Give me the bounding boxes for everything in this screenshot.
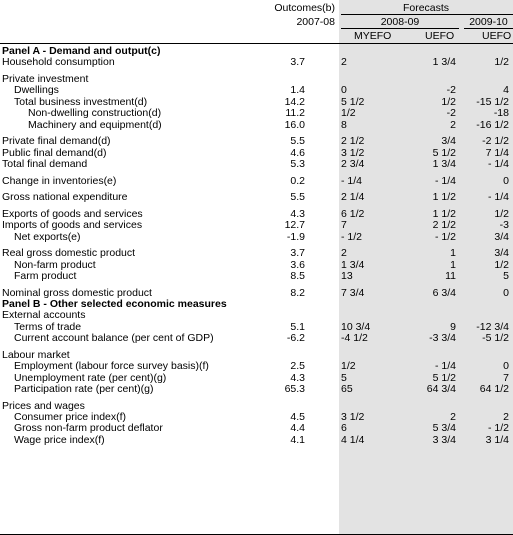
- value-2007-08: 5.1: [290, 320, 305, 333]
- table-row: [0, 360, 513, 372]
- value-2009-10-uefo: -15 1/2: [476, 95, 509, 108]
- row-label: Total final demand: [2, 158, 88, 170]
- table-row: [0, 259, 513, 271]
- row-label: Change in inventories(e): [2, 174, 117, 187]
- value-2008-09-myefo: 6 1/2: [341, 207, 365, 220]
- table-row: [0, 158, 513, 170]
- value-2009-10-uefo: - 1/4: [487, 158, 509, 170]
- value-2007-08: 65.3: [284, 383, 305, 395]
- row-label: Terms of trade: [14, 320, 82, 333]
- value-2009-10-uefo: -18: [493, 107, 509, 120]
- value-2009-10-uefo: 0: [503, 174, 509, 187]
- value-2008-09-myefo: 10 3/4: [341, 320, 371, 333]
- row-label: Exports of goods and services: [2, 207, 143, 220]
- value-2008-09-uefo: -2: [446, 84, 456, 97]
- value-2008-09-myefo: 5 1/2: [341, 95, 365, 108]
- row-label: Machinery and equipment(d): [28, 118, 162, 131]
- table-row: [0, 175, 513, 187]
- value-2008-09-myefo: 65: [341, 383, 353, 395]
- panel-heading: [0, 45, 513, 57]
- value-2007-08: 1.4: [290, 84, 305, 97]
- value-2009-10-uefo: 3/4: [494, 230, 509, 243]
- value-2009-10-uefo: -2 1/2: [482, 135, 509, 148]
- value-2008-09-uefo: 2: [450, 118, 456, 131]
- value-2007-08: 4.5: [290, 411, 305, 423]
- value-2008-09-uefo: -3 3/4: [429, 332, 456, 345]
- value-2009-10-uefo: - 1/2: [487, 422, 509, 435]
- value-2008-09-myefo: 1 3/4: [341, 258, 365, 271]
- row-label: Non-farm product: [14, 258, 96, 271]
- value-2008-09-myefo: 13: [341, 270, 353, 282]
- value-2008-09-uefo: 3 3/4: [432, 433, 456, 446]
- value-2007-08: 3.7: [290, 247, 305, 260]
- value-2008-09-myefo: - 1/4: [341, 174, 363, 187]
- value-2008-09-uefo: - 1/4: [434, 174, 456, 187]
- row-label: Gross national expenditure: [2, 191, 128, 204]
- table-row: [0, 411, 513, 423]
- value-2007-08: 12.7: [284, 219, 305, 232]
- value-2007-08: 3.7: [290, 56, 305, 69]
- value-2008-09-myefo: 5: [341, 371, 347, 384]
- header-forecasts: Forecasts: [402, 2, 450, 14]
- value-2007-08: 4.3: [290, 207, 305, 220]
- value-2008-09-uefo: 1 1/2: [432, 191, 456, 204]
- value-2008-09-uefo: 5 1/2: [432, 146, 456, 159]
- table-row: [0, 287, 513, 299]
- value-2007-08: 4.3: [290, 371, 305, 384]
- value-2009-10-uefo: -12 3/4: [476, 320, 509, 333]
- row-label: Employment (labour force survey basis)(f): [14, 360, 209, 373]
- row-label: Current account balance (per cent of GDP): [14, 332, 214, 345]
- table-row: [0, 107, 513, 119]
- value-2008-09-myefo: 1/2: [341, 360, 356, 373]
- table-row: [0, 247, 513, 259]
- value-2009-10-uefo: 0: [503, 286, 509, 299]
- row-label: Farm product: [14, 270, 77, 282]
- year-2008-09-rule: [341, 28, 459, 29]
- value-2008-09-myefo: - 1/2: [341, 230, 363, 243]
- table-row: [0, 219, 513, 231]
- section-heading-label: Labour market: [2, 348, 70, 361]
- value-2007-08: 4.1: [290, 433, 305, 446]
- value-2007-08: 14.2: [284, 95, 305, 108]
- value-2007-08: 5.3: [290, 158, 305, 170]
- value-2007-08: 5.5: [290, 191, 305, 204]
- value-2008-09-uefo: - 1/4: [434, 360, 456, 373]
- value-2008-09-uefo: - 1/2: [434, 230, 456, 243]
- value-2007-08: 3.6: [290, 258, 305, 271]
- row-label: Nominal gross domestic product: [2, 286, 152, 299]
- value-2008-09-myefo: 7 3/4: [341, 286, 365, 299]
- value-2008-09-uefo: 5 1/2: [432, 371, 456, 384]
- value-2009-10-uefo: 1/2: [494, 207, 509, 220]
- value-2008-09-myefo: 7: [341, 219, 347, 232]
- table-row: [0, 96, 513, 108]
- section-heading-label: External accounts: [2, 309, 86, 322]
- value-2008-09-uefo: -2: [446, 107, 456, 120]
- value-2007-08: 8.5: [290, 270, 305, 282]
- value-2008-09-uefo: 3/4: [441, 135, 456, 148]
- value-2008-09-uefo: 5 3/4: [432, 422, 456, 435]
- value-2009-10-uefo: 64 1/2: [479, 383, 509, 395]
- value-2009-10-uefo: 1/2: [494, 258, 509, 271]
- header-myefo: MYEFO: [354, 30, 392, 42]
- value-2009-10-uefo: 1/2: [494, 56, 509, 69]
- value-2009-10-uefo: -5 1/2: [482, 332, 509, 345]
- row-label: Private final demand(d): [2, 135, 111, 148]
- panel-heading-label: Panel B - Other selected economic measures: [2, 298, 227, 310]
- table-row: [0, 191, 513, 203]
- section-heading: [0, 309, 513, 321]
- table-row: [0, 270, 513, 282]
- value-2008-09-myefo: 8: [341, 118, 347, 131]
- table-row: [0, 434, 513, 446]
- value-2007-08: 4.6: [290, 146, 305, 159]
- value-2007-08: 11.2: [285, 107, 305, 120]
- value-2007-08: 5.5: [290, 135, 305, 148]
- value-2008-09-myefo: 2 1/2: [341, 135, 365, 148]
- panel-heading: [0, 298, 513, 310]
- value-2007-08: -6.2: [286, 332, 305, 345]
- value-2008-09-uefo: 11: [445, 270, 456, 282]
- value-2009-10-uefo: 0: [503, 360, 509, 373]
- value-2009-10-uefo: - 1/4: [487, 191, 509, 204]
- row-label: Unemployment rate (per cent)(g): [14, 371, 167, 384]
- value-2008-09-myefo: 2: [341, 56, 347, 69]
- value-2007-08: -1.9: [286, 230, 305, 243]
- value-2008-09-uefo: 1 3/4: [432, 158, 456, 170]
- value-2009-10-uefo: 4: [503, 84, 509, 97]
- value-2008-09-uefo: 1 3/4: [432, 56, 456, 69]
- section-heading: [0, 349, 513, 361]
- section-heading: [0, 400, 513, 412]
- table-row: [0, 231, 513, 243]
- table-row: [0, 56, 513, 68]
- row-label: Public final demand(d): [2, 146, 107, 159]
- value-2008-09-myefo: 1/2: [341, 107, 356, 120]
- header-uefo-1: UEFO: [425, 30, 455, 42]
- table-row: [0, 119, 513, 131]
- section-heading: [0, 73, 513, 85]
- value-2009-10-uefo: 7 1/4: [485, 146, 509, 159]
- table-row: [0, 84, 513, 96]
- value-2008-09-uefo: 1 1/2: [432, 207, 456, 220]
- row-label: Dwellings: [14, 84, 59, 97]
- value-2008-09-myefo: 3 1/2: [341, 411, 365, 423]
- value-2008-09-uefo: 1: [450, 247, 456, 260]
- row-label: Consumer price index(f): [14, 411, 127, 423]
- value-2009-10-uefo: 5: [503, 270, 509, 282]
- value-2008-09-myefo: 2: [341, 247, 347, 260]
- row-label: Total business investment(d): [14, 95, 148, 108]
- row-label: Real gross domestic product: [2, 247, 136, 260]
- header-uefo-2: UEFO: [482, 30, 512, 42]
- value-2008-09-uefo: 9: [450, 320, 456, 333]
- value-2008-09-uefo: 1: [450, 258, 456, 271]
- value-2009-10-uefo: 3 1/4: [485, 433, 509, 446]
- row-label: Non-dwelling construction(d): [28, 107, 162, 120]
- value-2007-08: 16.0: [284, 118, 305, 131]
- table-row: [0, 208, 513, 220]
- value-2009-10-uefo: -3: [499, 219, 509, 232]
- value-2008-09-myefo: -4 1/2: [341, 332, 368, 345]
- table-row: [0, 372, 513, 384]
- value-2008-09-myefo: 2 3/4: [341, 158, 365, 170]
- year-2009-10-rule: [464, 28, 513, 29]
- row-label: Participation rate (per cent)(g): [14, 383, 154, 395]
- value-2008-09-myefo: 0: [341, 84, 347, 97]
- value-2008-09-myefo: 6: [341, 422, 347, 435]
- table-row: [0, 332, 513, 344]
- value-2007-08: 2.5: [290, 360, 305, 373]
- panel-heading-label: Panel A - Demand and output(c): [2, 45, 161, 57]
- table-row: [0, 422, 513, 434]
- value-2008-09-uefo: 2: [450, 411, 456, 423]
- section-heading-label: Private investment: [2, 73, 89, 85]
- value-2007-08: 8.2: [290, 286, 305, 299]
- header-year-2009-10: 2009-10: [469, 16, 508, 28]
- value-2007-08: 0.2: [290, 174, 305, 187]
- value-2009-10-uefo: 7: [503, 371, 509, 384]
- value-2008-09-uefo: 2 1/2: [432, 219, 456, 232]
- table-row: [0, 135, 513, 147]
- value-2009-10-uefo: 3/4: [494, 247, 509, 260]
- value-2008-09-uefo: 1/2: [441, 95, 456, 108]
- forecasts-rule: [341, 14, 513, 15]
- value-2008-09-uefo: 6 3/4: [432, 286, 456, 299]
- value-2009-10-uefo: 2: [503, 411, 509, 423]
- value-2009-10-uefo: -16 1/2: [476, 118, 509, 131]
- header-year-2007-08: 2007-08: [296, 16, 335, 28]
- row-label: Gross non-farm product deflator: [14, 422, 163, 435]
- row-label: Wage price index(f): [14, 433, 105, 446]
- table-row: [0, 383, 513, 395]
- value-2008-09-myefo: 3 1/2: [341, 146, 365, 159]
- value-2008-09-myefo: 4 1/4: [341, 433, 365, 446]
- value-2008-09-myefo: 2 1/4: [341, 191, 365, 204]
- table-row: [0, 321, 513, 333]
- value-2008-09-uefo: 64 3/4: [426, 383, 456, 395]
- section-heading-label: Prices and wages: [2, 399, 85, 412]
- table-row: [0, 147, 513, 159]
- header-year-2008-09: 2008-09: [380, 16, 420, 28]
- header-bottom-rule: [0, 43, 513, 44]
- header-outcomes: Outcomes(b): [274, 2, 335, 14]
- value-2007-08: 4.4: [290, 422, 305, 435]
- row-label: Net exports(e): [14, 230, 81, 243]
- row-label: Household consumption: [2, 56, 115, 69]
- row-label: Imports of goods and services: [2, 219, 143, 232]
